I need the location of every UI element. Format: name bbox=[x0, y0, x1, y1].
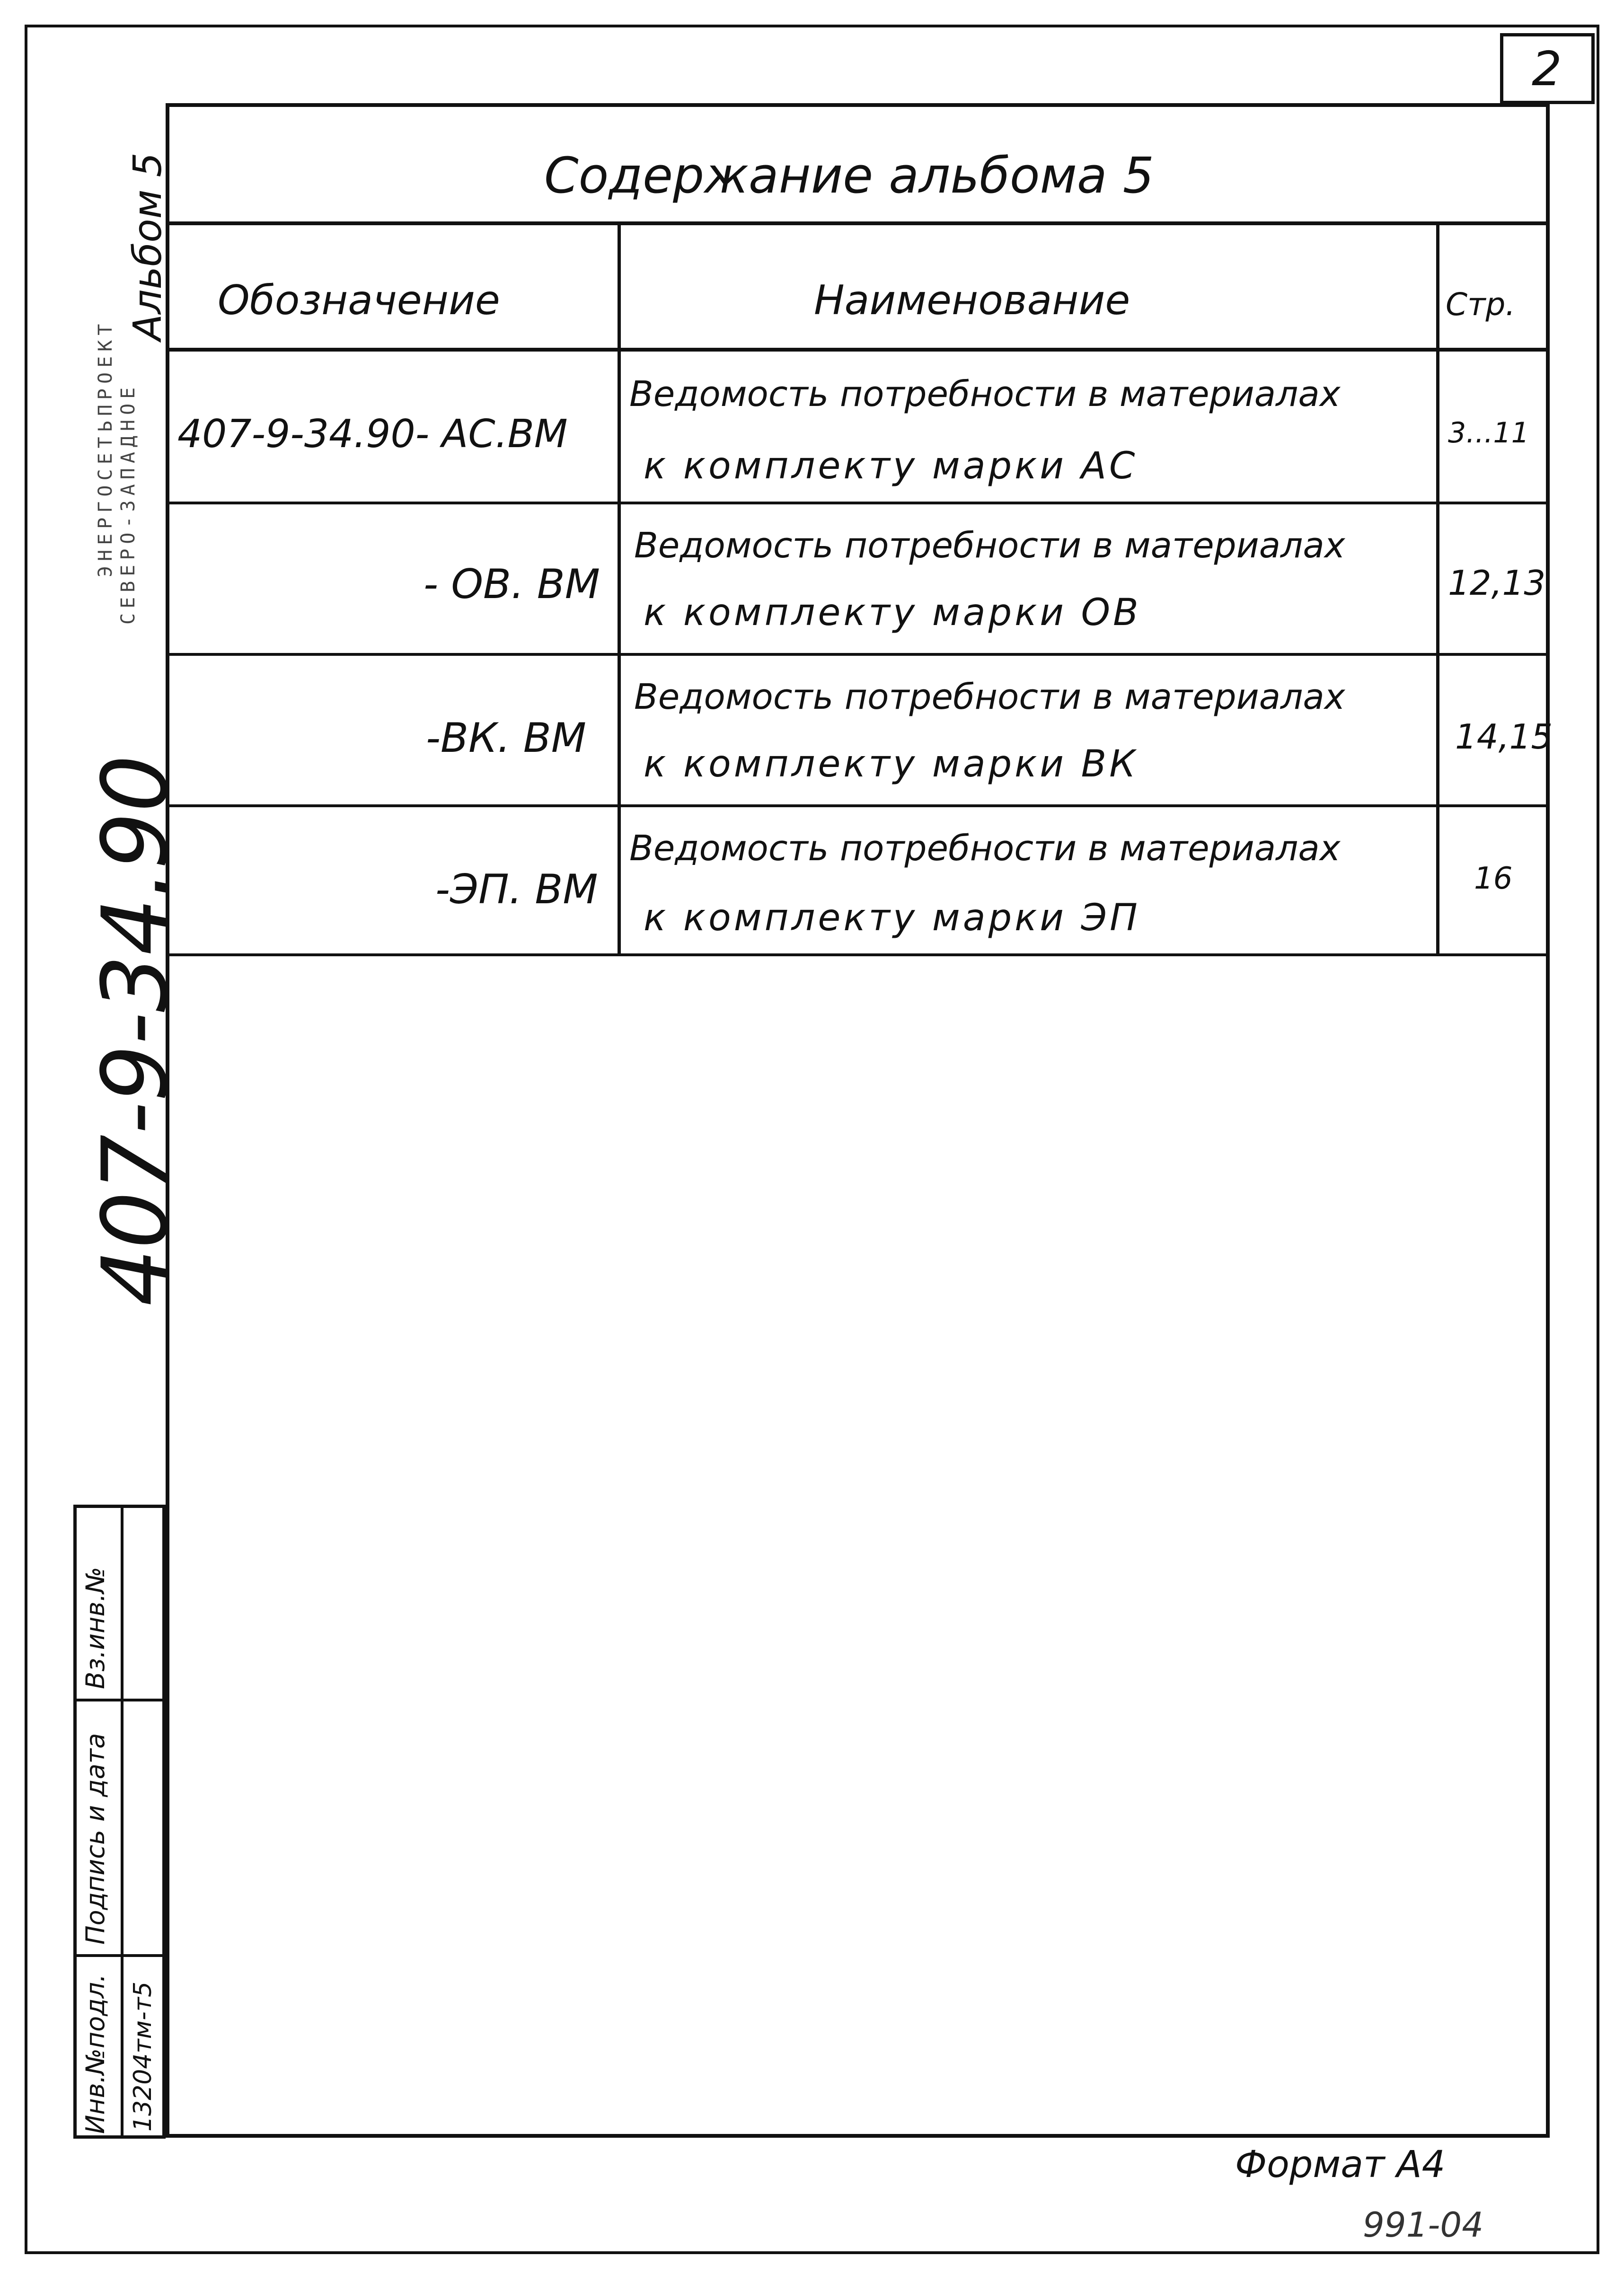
org-stamp-line1: СЕВЕРО-ЗАПАДНОЕ bbox=[117, 382, 139, 625]
side-stamp-inv-label: Инв.№подл. bbox=[80, 1974, 110, 2134]
row-1-name-line2: к комплекту марки АС bbox=[644, 445, 1138, 487]
row-4-name-line2: к комплекту марки ЭП bbox=[644, 897, 1140, 939]
header-name: Наименование bbox=[814, 277, 1130, 324]
margin-album-label: Альбом 5 bbox=[125, 152, 170, 341]
side-stamp-row-divider-1 bbox=[73, 1699, 166, 1701]
sheet-number: 2 bbox=[1532, 41, 1562, 97]
row-2-designation: - ОВ. ВМ bbox=[424, 561, 600, 608]
row-3-name-line1: Ведомость потребности в материалах bbox=[634, 677, 1345, 717]
row-2-name-line1: Ведомость потребности в материалах bbox=[634, 525, 1345, 566]
side-stamp-row-divider-2 bbox=[73, 1954, 166, 1957]
margin-project-code: 407-9-34.90 bbox=[83, 755, 187, 1306]
org-stamp-line2: ЭНЕРГОСЕТЬПРОЕКТ bbox=[95, 319, 116, 577]
sheet-number-box bbox=[1500, 33, 1595, 104]
row-1-pages: 3...11 bbox=[1448, 416, 1529, 450]
format-label: Формат А4 bbox=[1235, 2143, 1446, 2186]
row-4-pages: 16 bbox=[1474, 861, 1513, 896]
col-divider-1 bbox=[618, 221, 621, 956]
row-1-designation: 407-9-34.90- АС.ВМ bbox=[177, 412, 568, 457]
row-1-name-line1: Ведомость потребности в материалах bbox=[629, 374, 1341, 414]
col-divider-2 bbox=[1436, 221, 1439, 956]
row-4-name-line1: Ведомость потребности в материалах bbox=[629, 828, 1341, 869]
row-3-designation: -ВК. ВМ bbox=[426, 714, 586, 762]
row-divider-3 bbox=[166, 804, 1550, 807]
side-stamp-col-divider bbox=[121, 1505, 124, 2139]
side-stamp-sign-label: Подпись и дата bbox=[80, 1733, 110, 1945]
album-contents-title: Содержание альбома 5 bbox=[544, 147, 1154, 204]
side-stamp-swap-label: Вз.инв.№ bbox=[80, 1567, 110, 1689]
row-3-name-line2: к комплекту марки ВК bbox=[644, 743, 1139, 785]
footer-code: 991-04 bbox=[1363, 2205, 1484, 2245]
row-divider-4 bbox=[166, 953, 1550, 956]
header-designation: Обозначение bbox=[218, 277, 500, 324]
row-3-pages: 14,15 bbox=[1455, 717, 1553, 757]
side-stamp-inv-value: 13204тм-т5 bbox=[129, 1981, 157, 2132]
row-2-name-line2: к комплекту марки ОВ bbox=[644, 591, 1141, 634]
title-divider bbox=[166, 221, 1550, 225]
header-divider bbox=[166, 348, 1550, 352]
header-page: Стр. bbox=[1446, 286, 1516, 323]
row-4-designation: -ЭП. ВМ bbox=[435, 866, 598, 913]
row-divider-1 bbox=[166, 502, 1550, 504]
row-2-pages: 12,13 bbox=[1448, 563, 1546, 603]
row-divider-2 bbox=[166, 653, 1550, 656]
